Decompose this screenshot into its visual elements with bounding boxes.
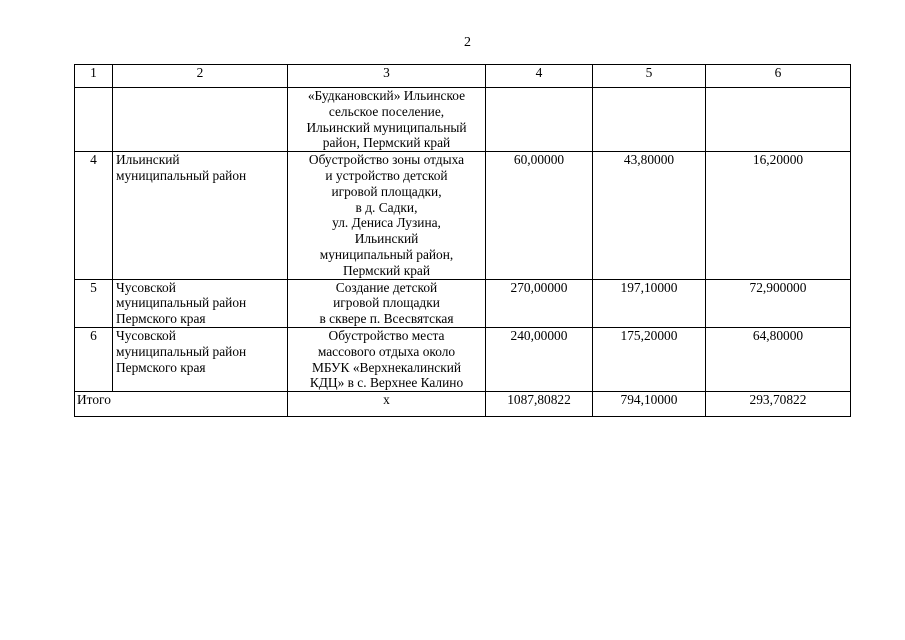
column-header: 1	[75, 65, 113, 88]
table-header-row	[75, 65, 851, 88]
local-amount-cell	[706, 88, 851, 152]
district-cell: Чусовской муниципальный район Пермского края	[113, 279, 288, 327]
table-row	[75, 279, 851, 327]
table-row	[75, 152, 851, 279]
row-number: 5	[75, 279, 113, 327]
district-cell: Ильинский муниципальный район	[113, 152, 288, 279]
project-cell: Создание детской игровой площадки в сквере п. Всесвятская	[288, 279, 486, 327]
regional-amount-cell	[593, 88, 706, 152]
totals-project-cell: х	[288, 392, 486, 417]
row-number: 4	[75, 152, 113, 279]
page-number: 2	[464, 35, 471, 50]
local-amount-cell: 64,80000	[706, 327, 851, 391]
totals-total-amount: 1087,80822	[486, 392, 593, 417]
project-cell: Обустройство места массового отдыха около МБУК «Верхнекалинский КДЦ» в с. Верхнее Калино	[288, 327, 486, 391]
project-cell: «Будкановский» Ильинское сельское поселение, Ильинский муниципальный район, Пермский край	[288, 88, 486, 152]
total-amount-cell: 270,00000	[486, 279, 593, 327]
column-header: 6	[706, 65, 851, 88]
column-header: 3	[288, 65, 486, 88]
total-amount-cell: 240,00000	[486, 327, 593, 391]
project-cell: Обустройство зоны отдыха и устройство детской игровой площадки, в д. Садки, ул. Дениса Лузина, Ильинский муниципальный район, Пермский край	[288, 152, 486, 279]
totals-label: Итого	[75, 392, 288, 417]
table-row	[75, 88, 851, 152]
table-row	[75, 327, 851, 391]
budget-table	[74, 64, 851, 417]
local-amount-cell: 16,20000	[706, 152, 851, 279]
row-number	[75, 88, 113, 152]
total-amount-cell: 60,00000	[486, 152, 593, 279]
totals-regional-amount: 794,10000	[593, 392, 706, 417]
column-header: 2	[113, 65, 288, 88]
column-header: 4	[486, 65, 593, 88]
district-cell	[113, 88, 288, 152]
regional-amount-cell: 197,10000	[593, 279, 706, 327]
total-amount-cell	[486, 88, 593, 152]
totals-row	[75, 392, 851, 417]
totals-local-amount: 293,70822	[706, 392, 851, 417]
column-header: 5	[593, 65, 706, 88]
row-number: 6	[75, 327, 113, 391]
local-amount-cell: 72,900000	[706, 279, 851, 327]
regional-amount-cell: 175,20000	[593, 327, 706, 391]
district-cell: Чусовской муниципальный район Пермского края	[113, 327, 288, 391]
regional-amount-cell: 43,80000	[593, 152, 706, 279]
